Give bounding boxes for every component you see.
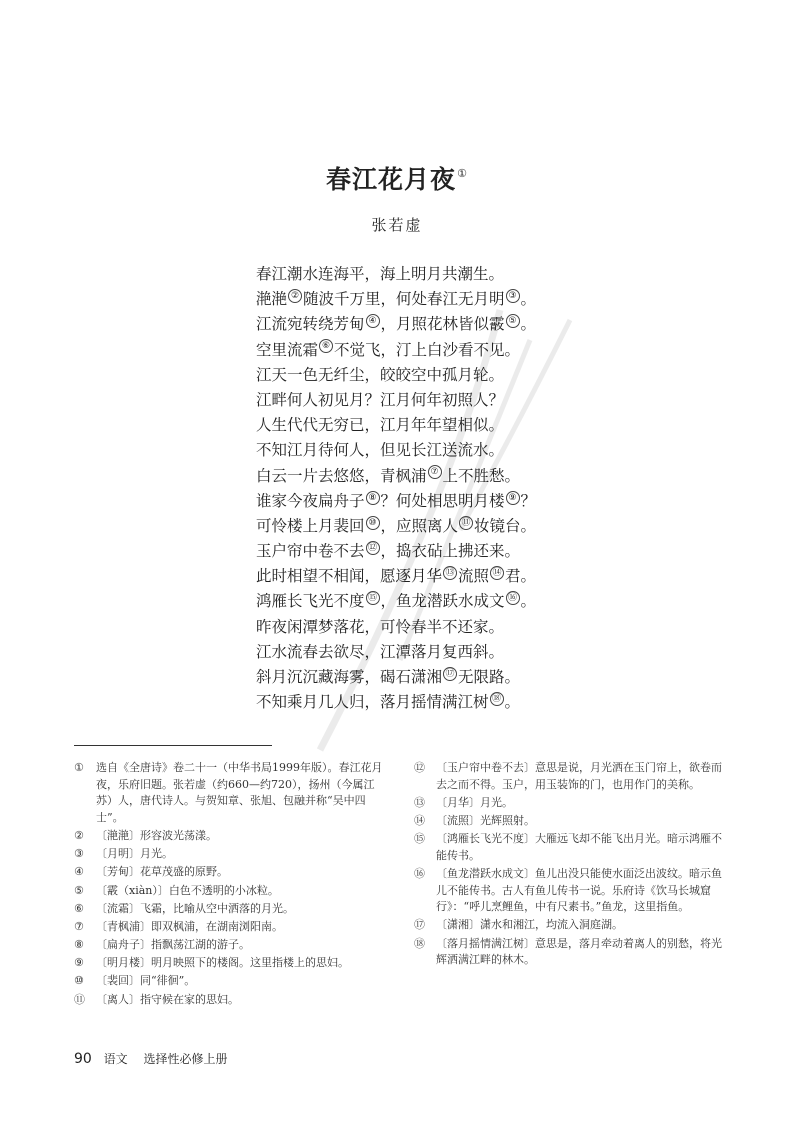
poem-text: 流照 (458, 567, 490, 586)
poem-line (256, 589, 576, 614)
footer-book: 选择性必修上册 (143, 1052, 228, 1066)
footnote-text: 〔离人〕指守候在家的思妇。 (96, 992, 239, 1006)
footnote-number: ① (74, 761, 84, 774)
footnote-marker: ⑫ (366, 541, 380, 555)
poem-text: 妆镜台。 (474, 516, 537, 535)
poem-line (256, 388, 576, 413)
footnote-number: ⑰ (414, 918, 425, 932)
poem-text: 君。 (505, 567, 537, 586)
footnote-item (414, 831, 724, 864)
footnote-text: 〔扁舟子〕指飘荡江湖的游子。 (96, 938, 250, 952)
footnote-item (74, 846, 384, 863)
footnote-marker: ⑪ (459, 516, 473, 530)
poem-text: 此时相望不相闻，愿逐月华 (256, 567, 443, 586)
poem-text: 不觉飞，汀上白沙看不见。 (334, 340, 521, 359)
footnote-item (74, 864, 384, 881)
footnotes-right (414, 760, 724, 970)
footnote-text: 〔月华〕月光。 (436, 795, 513, 809)
footnote-marker: ⑦ (428, 465, 442, 479)
poem-text: 。 (520, 315, 537, 334)
poem-text: 空里流霜 (256, 340, 319, 359)
poem-text: 春江潮水连海平，海上明月共潮生。 (256, 265, 505, 283)
footnote-marker: ⑬ (443, 566, 457, 580)
footnote-item (414, 795, 724, 812)
footnote-text: 〔玉户帘中卷不去〕意思是说，月光洒在玉门帘上，欲卷而去之而不得。玉户，用玉装饰的门，也用作门的美称。 (436, 761, 722, 791)
footnote-text: 〔滟滟〕形容波光荡漾。 (96, 828, 217, 842)
footnote-item (74, 955, 384, 972)
poem-text: 鸿雁长飞光不度 (256, 592, 365, 611)
footnote-divider (74, 745, 272, 746)
footnote-number: ⑦ (74, 919, 84, 933)
footnote-number: ⑮ (414, 832, 425, 846)
footnote-item (414, 917, 724, 934)
poem-text: 。 (520, 592, 537, 611)
footnote-number: ⑤ (74, 883, 84, 897)
title-footnote-mark: ① (457, 166, 468, 180)
poem-line (256, 640, 576, 665)
page-footer (74, 1050, 228, 1067)
poem-text: 。 (520, 290, 537, 309)
poem-text: 不知江月待何人，但见长江送流水。 (256, 441, 505, 460)
poem-line (256, 413, 576, 438)
footnote-marker: ④ (366, 314, 380, 328)
poem-line (256, 438, 576, 463)
poem-line (256, 539, 576, 564)
footnote-number: ⑩ (74, 974, 84, 988)
footnote-item (414, 760, 724, 793)
footnote-marker: ⑱ (490, 692, 504, 706)
footnote-marker: ② (288, 289, 302, 303)
footnote-marker: ⑨ (506, 491, 520, 505)
poem-body (256, 262, 576, 715)
poem-text: 可怜楼上月裴回 (256, 516, 365, 535)
poem-text: 不知乘月几人归，落月摇情满江树 (256, 693, 489, 712)
poem-text: 无限路。 (458, 668, 521, 686)
poem-text: 斜月沉沉藏海雾，碣石潇湘 (256, 668, 443, 686)
poem-author: 张若虚 (371, 216, 423, 234)
footnote-text: 〔月明〕月光。 (96, 847, 173, 861)
poem-text: ，月照花林皆似霰 (380, 315, 505, 334)
footnote-text: 〔裴回〕同“徘徊”。 (96, 974, 196, 988)
poem-text: ，捣衣砧上拂还来。 (380, 542, 521, 561)
footnote-item (414, 866, 724, 916)
footnote-number: ④ (74, 865, 84, 879)
poem-text: 随波千万里，何处春江无月明 (303, 290, 505, 309)
footnote-number: ⑥ (74, 901, 84, 915)
footnote-marker: ⑯ (506, 591, 520, 605)
poem-line (256, 665, 576, 690)
poem-text: 江流宛转绕芳甸 (256, 315, 365, 334)
poem-line (256, 489, 576, 514)
poem-line (256, 363, 576, 388)
footnote-item (74, 883, 384, 900)
poem-line (256, 338, 576, 363)
poem-line (256, 514, 576, 539)
footnote-text: 〔鱼龙潜跃水成文〕鱼儿出没只能使水面泛出波纹。暗示鱼儿不能传书。古人有鱼儿传书一说。乐府诗《饮马长城窟行》：“呼儿烹鲤鱼，中有尺素书。”鱼龙，这里指鱼。 (436, 866, 722, 914)
footnote-item (74, 973, 384, 990)
footnote-number: ⑯ (414, 866, 425, 880)
poem-text: ，应照离人 (380, 516, 459, 535)
footnote-number: ⑭ (414, 813, 425, 827)
poem-line (256, 287, 576, 312)
poem-text: 谁家今夜扁舟子 (256, 491, 365, 510)
poem-text: 白云一片去悠悠，青枫浦 (256, 466, 427, 485)
poem-text: 玉户帘中卷不去 (256, 542, 365, 561)
footnote-text: 〔潇湘〕潇水和湘江，均流入洞庭湖。 (436, 918, 623, 932)
footnote-item (74, 937, 384, 954)
footnote-text: 〔明月楼〕明月映照下的楼阁。这里指楼上的思妇。 (96, 956, 349, 970)
poem-line (256, 262, 576, 287)
footnote-number: ⑬ (414, 795, 425, 809)
footnote-item (74, 919, 384, 936)
footnote-text: 〔流霜〕飞霜，比喻从空中洒落的月光。 (96, 901, 294, 915)
poem-text: 人生代代无穷已，江月年年望相似。 (256, 416, 505, 435)
poem-text: ，鱼龙潜跃水成文 (380, 592, 505, 611)
footnote-item (74, 992, 384, 1009)
poem-text: ？ (520, 491, 537, 510)
footnote-number: ⑨ (74, 956, 84, 970)
footnote-marker: ③ (506, 289, 520, 303)
poem-title (326, 160, 468, 196)
footnote-number: ⑪ (74, 992, 85, 1006)
footnote-text: 〔鸿雁长飞光不度〕大雁远飞却不能飞出月光。暗示鸿雁不能传书。 (436, 832, 722, 862)
footnote-text: 〔霰（xiàn）〕白色不透明的小冰粒。 (96, 883, 279, 897)
poem-text: 江畔何人初见月？江月何年初照人？ (256, 390, 505, 409)
poem-text: 上不胜愁。 (442, 466, 521, 485)
footnote-text: 选自《全唐诗》卷二十一（中华书局1999年版）。春江花月夜，乐府旧题。张若虚（约660—约720），扬州（今属江苏）人，唐代诗人。与贺知章、张旭、包融并称“吴中四士”。 (96, 761, 383, 824)
footnote-marker: ⑮ (366, 591, 380, 605)
poem-text: ？何处相思明月楼 (380, 491, 505, 510)
footnote-text: 〔芳甸〕花草茂盛的原野。 (96, 865, 228, 879)
poem-line (256, 464, 576, 489)
footnote-item (74, 760, 384, 826)
poem-title-text: 春江花月夜 (326, 165, 457, 194)
poem-text: 江天一色无纤尘，皎皎空中孤月轮。 (256, 365, 505, 384)
footnote-text: 〔落月摇情满江树〕意思是，落月牵动着离人的别愁，将光辉洒满江畔的林木。 (436, 936, 722, 967)
footnote-marker: ⑤ (506, 314, 520, 328)
poem-line (256, 615, 576, 640)
footnote-number: ② (74, 828, 84, 842)
poem-line (256, 564, 576, 589)
poem-text: 滟滟 (256, 290, 288, 309)
footnote-number: ③ (74, 847, 84, 861)
footnote-number: ⑱ (414, 936, 425, 950)
footnote-number: ⑫ (414, 761, 425, 774)
footnote-marker: ⑭ (490, 566, 504, 580)
footnote-marker: ⑰ (443, 667, 457, 681)
poem-line (256, 690, 576, 715)
footnote-marker: ⑧ (366, 491, 380, 505)
footnote-text: 〔流照〕光辉照射。 (436, 813, 535, 827)
footnote-marker: ⑩ (366, 516, 380, 530)
footnotes-left (74, 760, 384, 1010)
poem-text: 江水流春去欲尽，江潭落月复西斜。 (256, 642, 505, 661)
page-number: 90 (74, 1051, 92, 1067)
footnote-item (74, 828, 384, 845)
footnote-number: ⑧ (74, 938, 84, 952)
title-area (0, 160, 794, 196)
poem-line (256, 312, 576, 337)
footer-subject: 语文 (103, 1052, 128, 1066)
footnote-item (414, 936, 724, 969)
footnote-item (74, 901, 384, 918)
poem-text: 。 (504, 693, 521, 712)
poem-text: 昨夜闲潭梦落花，可怜春半不还家。 (256, 617, 505, 636)
footnote-item (414, 813, 724, 830)
footnote-text: 〔青枫浦〕即双枫浦，在湖南浏阳南。 (96, 919, 283, 933)
footnote-marker: ⑥ (319, 339, 333, 353)
